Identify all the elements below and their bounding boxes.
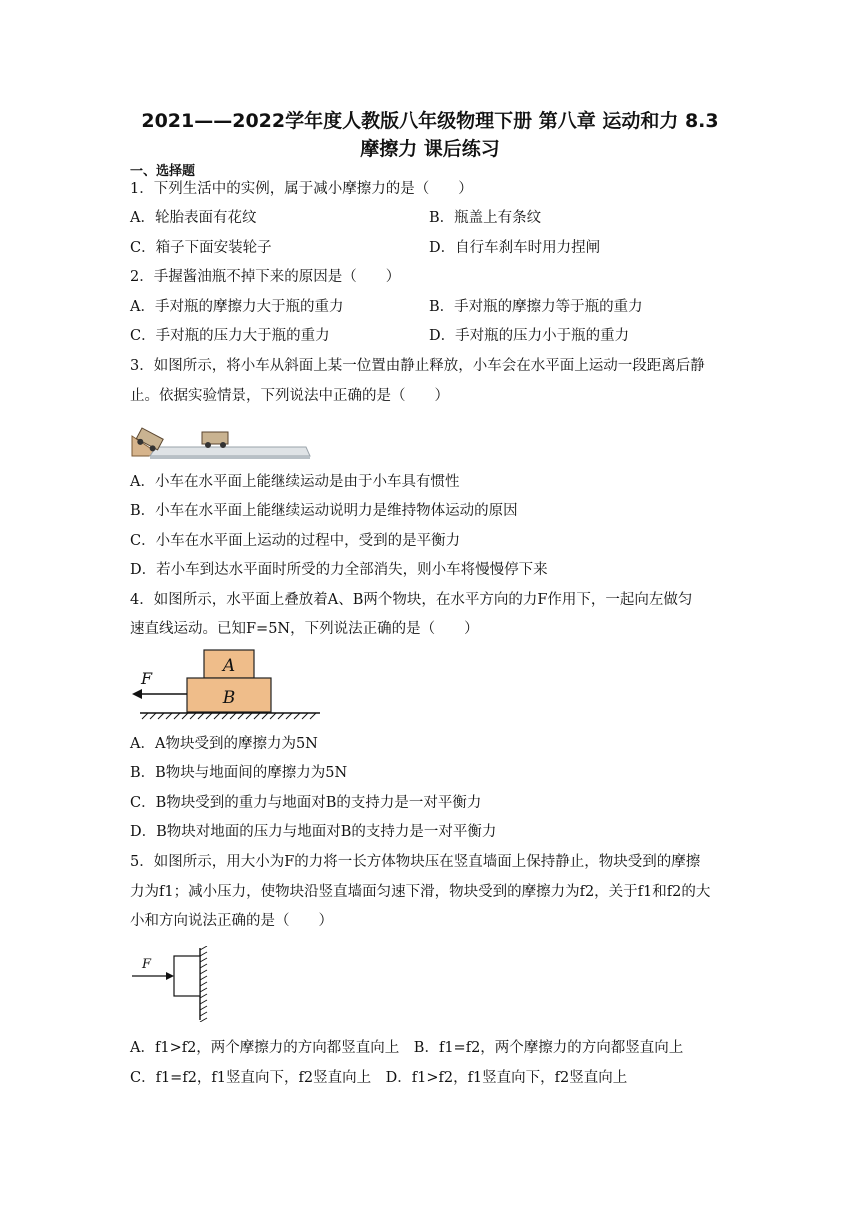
document-title-line-1: 2021——2022学年度人教版八年级物理下册 第八章 运动和力 8.3: [141, 110, 719, 132]
block-a-label: A: [222, 656, 236, 676]
question-1-option-a: A．轮胎表面有花纹: [130, 210, 257, 226]
question-1-option-c: C．箱子下面安装轮子: [130, 240, 272, 256]
question-2-option-a: A．手对瓶的摩擦力大于瓶的重力: [130, 299, 344, 315]
question-4-option-d: D．B物块对地面的压力与地面对B的支持力是一对平衡力: [130, 824, 497, 840]
question-5-options-cd: C．f1=f2，f1竖直向下，f2竖直向上 D．f1>f2，f1竖直向下，f2竖直向上: [130, 1070, 628, 1086]
question-2-option-d: D．手对瓶的压力小于瓶的重力: [429, 328, 630, 344]
question-2-option-c: C．手对瓶的压力大于瓶的重力: [130, 328, 330, 344]
wall-block-figure: [130, 946, 215, 1022]
question-4-option-c: C．B物块受到的重力与地面对B的支持力是一对平衡力: [130, 795, 482, 811]
question-3-stem-line-1: 3．如图所示，将小车从斜面上某一位置由静止释放，小车会在水平面上运动一段距离后静: [130, 358, 705, 374]
incline-cart-figure: [130, 414, 315, 460]
question-2-stem: 2．手握酱油瓶不掉下来的原因是（ ）: [130, 269, 401, 285]
push-arrow: [166, 972, 174, 980]
question-3-option-a: A．小车在水平面上能继续运动是由于小车具有惯性: [130, 474, 460, 490]
question-5-stem-line-1: 5．如图所示，用大小为F的力将一长方体物块压在竖直墙面上保持静止，物块受到的摩擦: [130, 854, 701, 870]
question-2-option-b: B．手对瓶的摩擦力等于瓶的重力: [429, 299, 643, 315]
push-force-label: F: [142, 957, 152, 972]
stacked-blocks-figure: [130, 644, 325, 722]
question-4-option-a: A．A物块受到的摩擦力为5N: [130, 736, 318, 752]
section-heading: 一、选择题: [130, 164, 196, 179]
question-4-stem-line-1: 4．如图所示，水平面上叠放着A、B两个物块，在水平方向的力F作用下，一起向左做匀: [130, 592, 693, 608]
question-4-stem-line-2: 速直线运动。已知F=5N，下列说法正确的是（ ）: [130, 621, 479, 637]
question-3-stem-line-2: 止。依据实验情景，下列说法中正确的是（ ）: [130, 388, 449, 404]
question-4-option-b: B．B物块与地面间的摩擦力为5N: [130, 765, 348, 781]
question-5-stem-line-3: 小和方向说法正确的是（ ）: [130, 913, 333, 929]
question-3-option-d: D．若小车到达水平面时所受的力全部消失，则小车将慢慢停下来: [130, 562, 548, 578]
pressed-block: [174, 956, 200, 996]
question-1-option-b: B．瓶盖上有条纹: [429, 210, 542, 226]
block-b-label: B: [222, 688, 236, 708]
question-5-options-ab: A．f1>f2，两个摩擦力的方向都竖直向上 B．f1=f2，两个摩擦力的方向都竖直向上: [130, 1040, 684, 1056]
question-1-stem: 1．下列生活中的实例，属于减小摩擦力的是（ ）: [130, 181, 473, 197]
document-title-line-2: 摩擦力 课后练习: [360, 138, 500, 160]
force-arrow: [132, 689, 142, 699]
question-3-option-c: C．小车在水平面上运动的过程中，受到的是平衡力: [130, 533, 461, 549]
question-1-option-d: D．自行车刹车时用力捏闸: [429, 240, 601, 256]
question-3-option-b: B．小车在水平面上能继续运动说明力是维持物体运动的原因: [130, 503, 518, 519]
force-label: F: [141, 669, 153, 688]
question-5-stem-line-2: 力为f1；减小压力，使物块沿竖直墙面匀速下滑，物块受到的摩擦力为f2，关于f1和f2的大: [130, 884, 711, 900]
